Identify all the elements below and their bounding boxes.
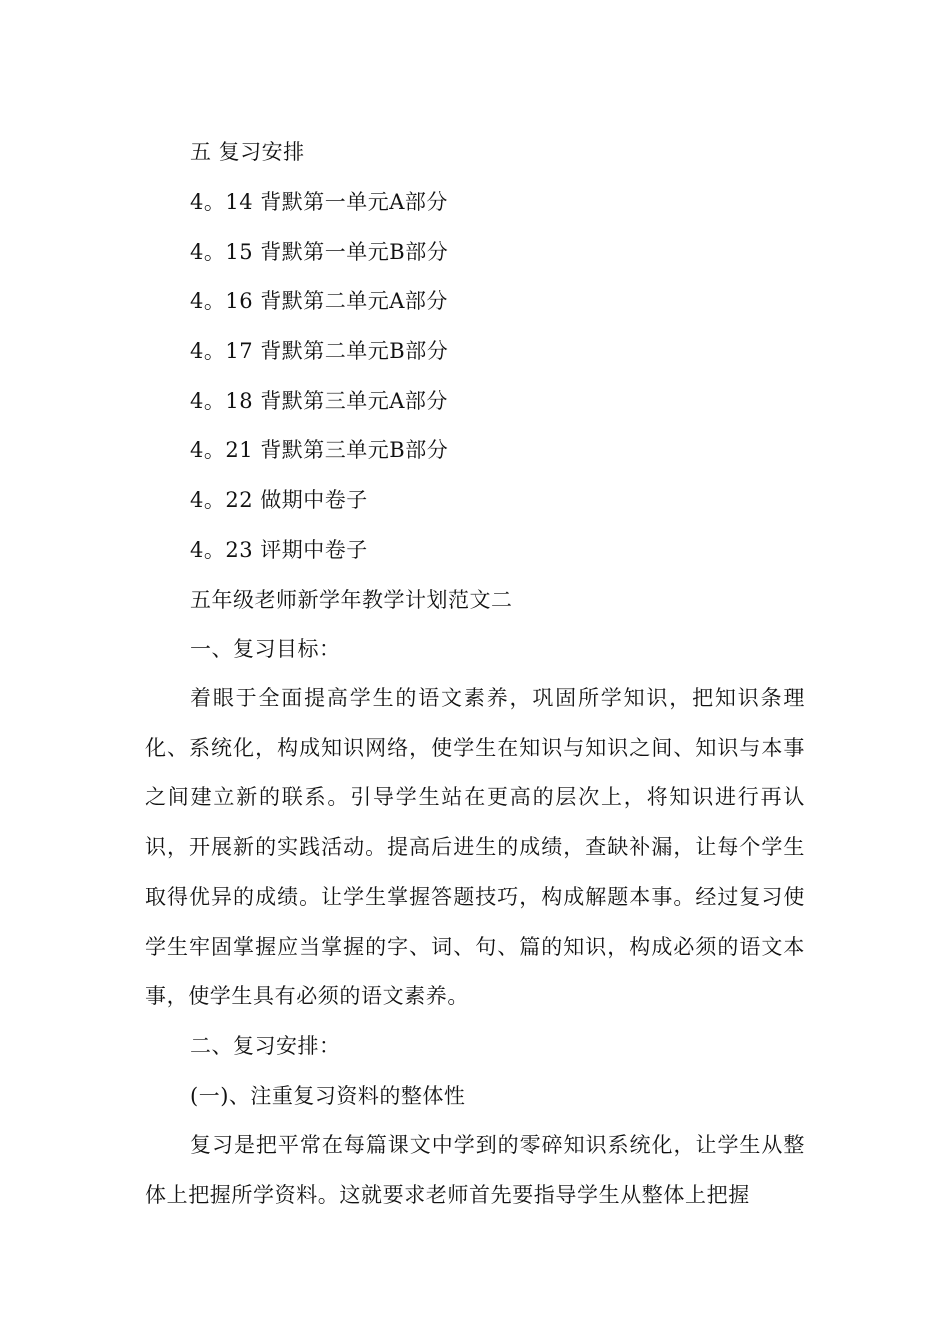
section-heading: 五 复习安排 [190,140,305,164]
document-title: 五年级老师新学年教学计划范文二 [190,588,513,612]
schedule-item: 4。14 背默第一单元A部分 [190,190,448,214]
schedule-item: 4。22 做期中卷子 [190,488,368,512]
schedule-item: 4。23 评期中卷子 [190,538,368,562]
schedule-item: 4。16 背默第二单元A部分 [190,289,448,313]
schedule-item: 4。21 背默第三单元B部分 [190,438,449,462]
section-heading: 二、复习安排： [190,1034,341,1058]
schedule-item: 4。17 背默第二单元B部分 [190,339,449,363]
body-paragraph: 着眼于全面提高学生的语文素养，巩固所学知识，把知识条理化、系统化，构成知识网络，使学生在知识与知识之间、知识与本事之间建立新的联系。引导学生站在更高的层次上，将知识进行再认识，开展新的实践活动。提高后进生的成绩，查缺补漏，让每个学生取得优异的成绩。让学生掌握答题技巧，构成解题本事。经过复习使学生牢固掌握应当掌握的字、词、句、篇的知识，构成必须的语文本事，使学生具有必须的语文素养。 [145,686,805,1009]
section-heading: 一、复习目标： [190,637,341,661]
sub-heading: (一)、注重复习资料的整体性 [190,1084,466,1108]
schedule-item: 4。18 背默第三单元A部分 [190,389,448,413]
schedule-item: 4。15 背默第一单元B部分 [190,240,449,264]
body-paragraph: 复习是把平常在每篇课文中学到的零碎知识系统化，让学生从整体上把握所学资料。这就要求老师首先要指导学生从整体上把握 [145,1133,805,1207]
